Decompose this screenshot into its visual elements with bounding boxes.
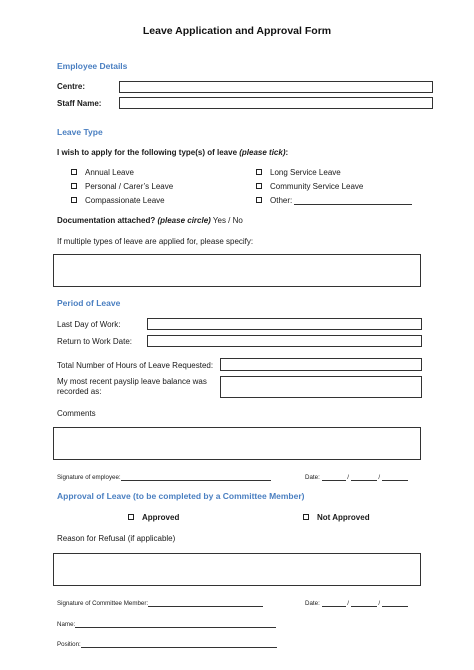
checkbox[interactable] (71, 183, 77, 189)
page-title: Leave Application and Approval Form (142, 25, 332, 37)
committee-signature-line[interactable] (148, 598, 263, 607)
committee-position-row: Position: (57, 639, 277, 648)
checkbox[interactable] (303, 514, 309, 520)
total-hours-label: Total Number of Hours of Leave Requested: (57, 361, 214, 370)
employee-signature-line[interactable] (121, 472, 271, 481)
last-day-field[interactable] (147, 318, 422, 330)
leave-balance-label: My most recent payslip leave balance was recorded as: (57, 377, 207, 396)
checkbox[interactable] (256, 197, 262, 203)
leave-balance-field[interactable] (220, 376, 422, 398)
checkbox[interactable] (256, 169, 262, 175)
approved-option[interactable]: Approved (128, 513, 179, 522)
centre-label: Centre: (57, 82, 86, 91)
checkbox[interactable] (71, 197, 77, 203)
date-day-line[interactable] (322, 598, 346, 607)
multiple-leave-textarea[interactable] (53, 254, 421, 287)
committee-signature-row: Signature of Committee Member: (57, 598, 263, 607)
date-month-line[interactable] (351, 472, 377, 481)
leave-option-compassionate[interactable]: Compassionate Leave (71, 196, 165, 205)
leave-option-annual[interactable]: Annual Leave (71, 168, 134, 177)
committee-name-row: Name: (57, 619, 276, 628)
total-hours-field[interactable] (220, 358, 422, 371)
employee-details-heading: Employee Details (57, 61, 128, 71)
documentation-attached: Documentation attached? (please circle) Yes / No (57, 216, 243, 225)
leave-option-personal-carers[interactable]: Personal / Carer’s Leave (71, 182, 173, 191)
committee-position-line[interactable] (81, 639, 277, 648)
other-leave-line[interactable] (294, 196, 412, 205)
date-month-line[interactable] (351, 598, 377, 607)
date-day-line[interactable] (322, 472, 346, 481)
comments-textarea[interactable] (53, 427, 421, 460)
staff-name-field[interactable] (119, 97, 433, 109)
leave-option-other[interactable]: Other: (256, 196, 412, 205)
checkbox[interactable] (128, 514, 134, 520)
leave-option-long-service[interactable]: Long Service Leave (256, 168, 341, 177)
return-date-field[interactable] (147, 335, 422, 347)
not-approved-option[interactable]: Not Approved (303, 513, 370, 522)
committee-name-line[interactable] (75, 619, 276, 628)
leave-type-heading: Leave Type (57, 127, 103, 137)
date-year-line[interactable] (382, 598, 408, 607)
comments-label: Comments (57, 409, 96, 418)
checkbox[interactable] (71, 169, 77, 175)
committee-date-row: Date: / / (305, 598, 408, 607)
checkbox[interactable] (256, 183, 262, 189)
refusal-textarea[interactable] (53, 553, 421, 586)
staff-name-label: Staff Name: (57, 99, 102, 108)
return-date-label: Return to Work Date: (57, 337, 132, 346)
leave-type-instruction: I wish to apply for the following type(s) of leave (please tick): (57, 148, 289, 157)
leave-option-community-service[interactable]: Community Service Leave (256, 182, 363, 191)
centre-field[interactable] (119, 81, 433, 93)
employee-date-row: Date: / / (305, 472, 408, 481)
approval-heading: Approval of Leave (to be completed by a Committee Member) (57, 491, 305, 501)
period-heading: Period of Leave (57, 298, 121, 308)
date-year-line[interactable] (382, 472, 408, 481)
refusal-label: Reason for Refusal (if applicable) (57, 534, 176, 543)
last-day-label: Last Day of Work: (57, 320, 121, 329)
multiple-leave-label: If multiple types of leave are applied for, please specify: (57, 237, 254, 246)
employee-signature-row: Signature of employee: (57, 472, 271, 481)
